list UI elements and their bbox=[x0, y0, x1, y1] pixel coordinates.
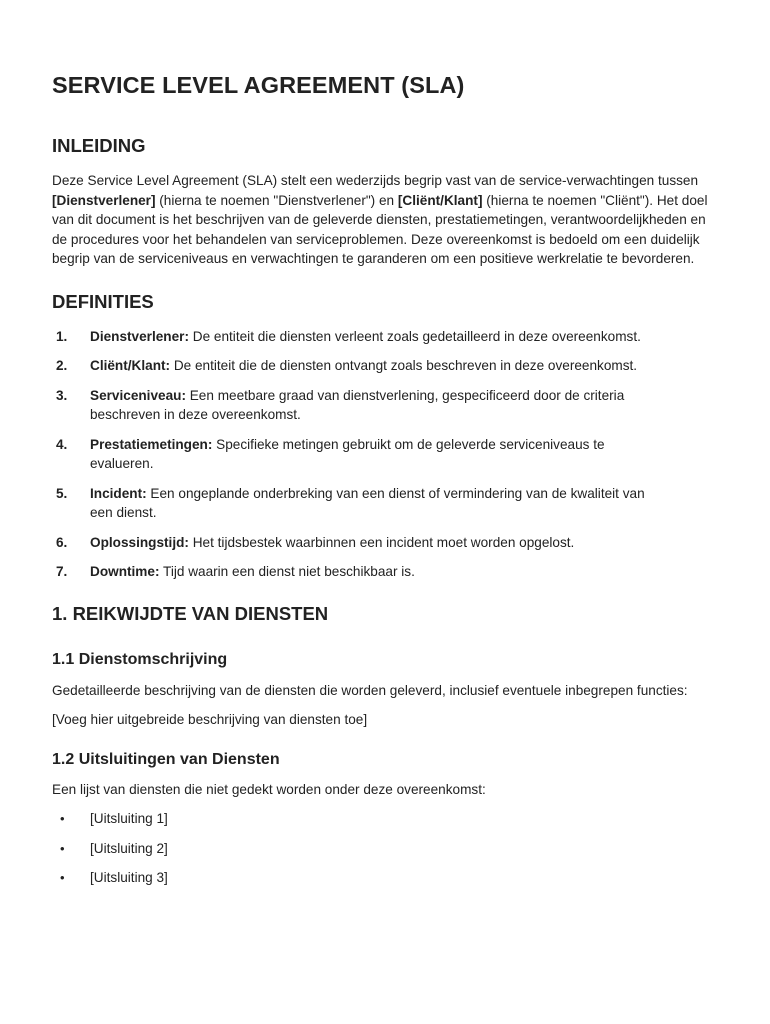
bullet-icon: • bbox=[60, 811, 65, 826]
definition-body bbox=[90, 435, 718, 474]
definition-term: Oplossingstijd: bbox=[90, 534, 189, 550]
exclusion-item bbox=[52, 868, 718, 888]
exclusion-text: [Uitsluiting 3] bbox=[90, 870, 168, 885]
definition-text: De entiteit die de diensten ontvangt zoals beschreven in deze overeenkomst. bbox=[170, 358, 638, 373]
intro-paragraph bbox=[52, 171, 718, 269]
definition-number: 5. bbox=[56, 485, 68, 501]
intro-text-part: (hierna te noemen "Cliënt"). Het doel van dit document is het beschrijven van de geleverde diensten, prestatiemetingen, verantwoordelijkheden en de procedures voor het behandelen van serviceproblemen. Deze overeenkomst is bedoeld om een duidelijk begrip van de serviceniveaus en verwachtingen te garanderen om een positieve werkrelatie te bevorderen. bbox=[52, 192, 708, 266]
exclusion-item bbox=[52, 809, 718, 829]
definitions-heading: DEFINITIES bbox=[52, 290, 154, 312]
definitions-list bbox=[52, 327, 718, 582]
exclusion-item bbox=[52, 839, 718, 859]
intro-text-part: (hierna te noemen "Dienstverlener") en bbox=[155, 192, 398, 208]
definition-text: Een ongeplande onderbreking van een dienst of vermindering van de kwaliteit van een dienst. bbox=[90, 485, 645, 520]
definition-text: Tijd waarin een dienst niet beschikbaar is. bbox=[159, 564, 415, 579]
definition-term: Dienstverlener: bbox=[90, 328, 189, 344]
definition-number: 1. bbox=[56, 328, 68, 344]
definition-item bbox=[52, 562, 718, 582]
service-description-placeholder: [Voeg hier uitgebreide beschrijving van diensten toe] bbox=[52, 712, 368, 727]
definition-number: 2. bbox=[56, 358, 68, 373]
definition-body bbox=[90, 484, 718, 523]
definition-term: Serviceniveau: bbox=[90, 387, 186, 403]
definition-item bbox=[52, 484, 718, 523]
exclusion-text: [Uitsluiting 2] bbox=[90, 840, 168, 856]
definition-body bbox=[90, 386, 718, 425]
definition-body bbox=[90, 562, 718, 582]
service-description-text: Gedetailleerde beschrijving van de diensten die worden geleverd, inclusief eventuele inbegrepen functies: bbox=[52, 682, 688, 698]
exclusions-list bbox=[52, 809, 718, 888]
definition-term: Cliënt/Klant: bbox=[90, 358, 171, 373]
definition-item bbox=[52, 435, 718, 474]
client-placeholder: [Cliënt/Klant] bbox=[397, 192, 483, 208]
definition-item bbox=[52, 533, 718, 553]
definition-text: De entiteit die diensten verleent zoals gedetailleerd in deze overeenkomst. bbox=[188, 328, 641, 344]
bullet-icon: • bbox=[60, 870, 65, 885]
definition-term: Downtime: bbox=[90, 564, 160, 579]
definition-item bbox=[52, 356, 718, 376]
intro-heading: INLEIDING bbox=[52, 135, 146, 156]
service-description-heading: 1.1 Dienstomschrijving bbox=[52, 650, 228, 668]
intro-text-part: Deze Service Level Agreement (SLA) stelt een wederzijds begrip vast van de service-verwachtingen tussen bbox=[52, 173, 699, 188]
definition-term: Prestatiemetingen: bbox=[90, 436, 213, 452]
definition-body bbox=[90, 533, 718, 553]
scope-heading: 1. REIKWIJDTE VAN DIENSTEN bbox=[52, 602, 329, 624]
definition-term: Incident: bbox=[90, 485, 147, 501]
exclusion-text: [Uitsluiting 1] bbox=[90, 811, 168, 826]
definition-text: Specifieke metingen gebruikt om de geleverde serviceniveaus te evalueren. bbox=[90, 436, 605, 471]
definition-text: Het tijdsbestek waarbinnen een incident moet worden opgelost. bbox=[188, 534, 575, 550]
definition-number: 3. bbox=[56, 387, 68, 403]
definition-body bbox=[90, 356, 718, 376]
bullet-icon: • bbox=[60, 840, 65, 856]
document-title: SERVICE LEVEL AGREEMENT (SLA) bbox=[52, 72, 465, 98]
definition-item bbox=[52, 386, 718, 425]
exclusions-heading: 1.2 Uitsluitingen van Diensten bbox=[52, 750, 280, 768]
definition-text: Een meetbare graad van dienstverlening, gespecificeerd door de criteria beschreven in deze overeenkomst. bbox=[90, 387, 625, 422]
definition-body bbox=[90, 327, 718, 347]
definition-number: 6. bbox=[56, 534, 68, 550]
definition-number: 7. bbox=[56, 564, 68, 579]
provider-placeholder: [Dienstverlener] bbox=[52, 192, 156, 208]
definition-item bbox=[52, 327, 718, 347]
exclusions-text: Een lijst van diensten die niet gedekt worden onder deze overeenkomst: bbox=[52, 781, 486, 797]
definition-number: 4. bbox=[56, 436, 68, 452]
